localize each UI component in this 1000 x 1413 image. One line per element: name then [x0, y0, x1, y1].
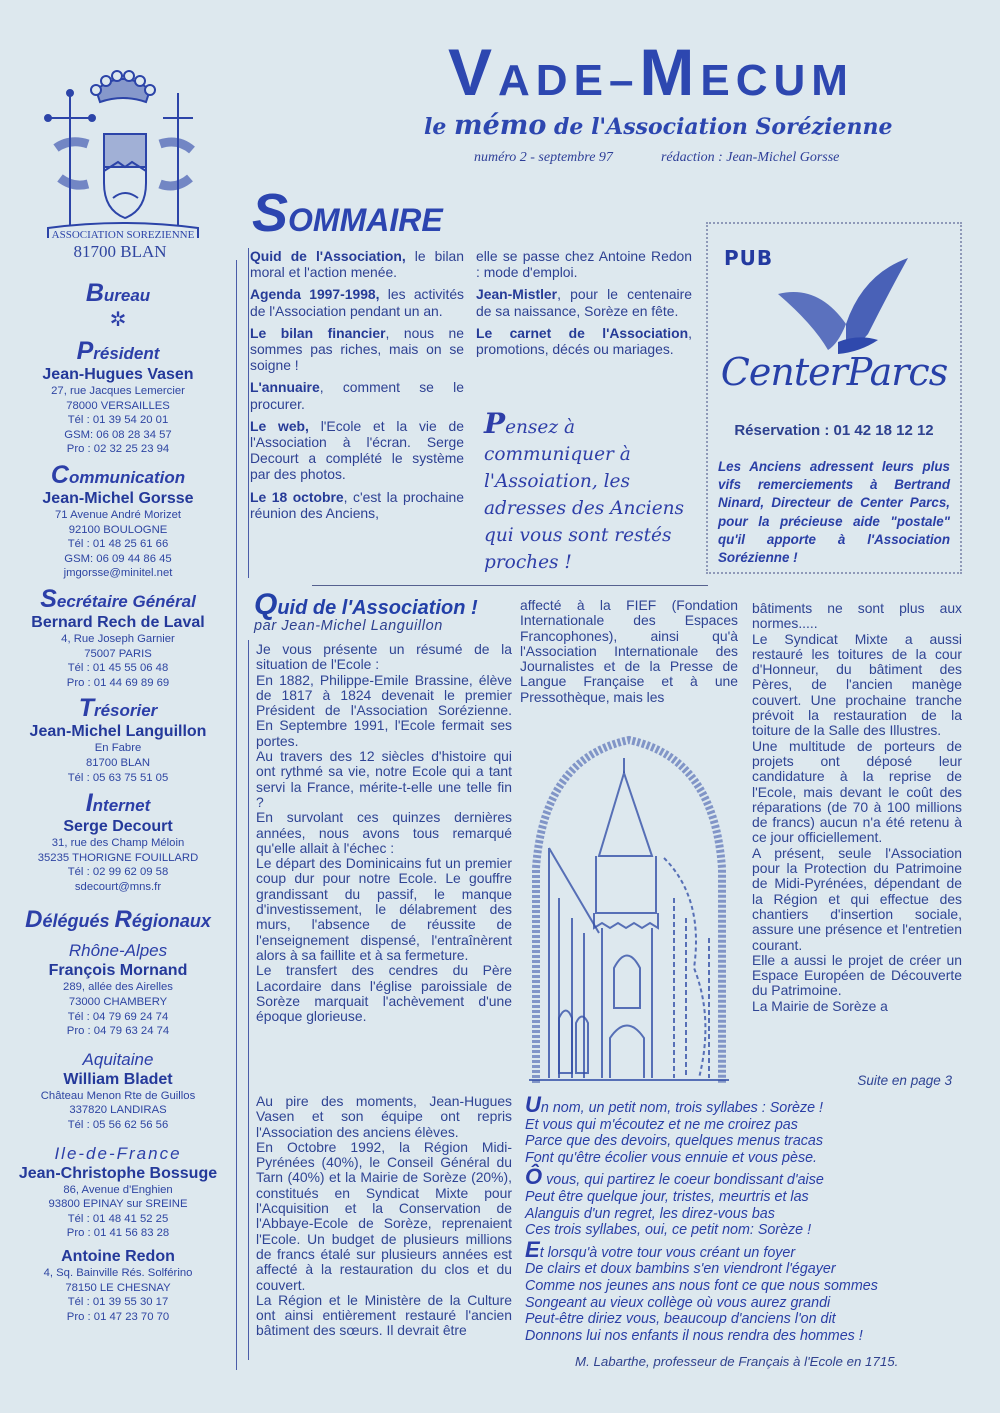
poem: [525, 1092, 975, 1347]
officer-contact-line: Tél : 02 99 62 09 58: [67, 866, 169, 879]
sommaire-heading: [252, 182, 443, 244]
poem-drop-cap: Ô: [525, 1164, 543, 1190]
delegates-heading-initial-1: D: [25, 906, 43, 934]
officer-role-rest: résorier: [93, 701, 158, 721]
officer-contact-line: 71 Avenue André Morizet: [54, 508, 182, 521]
sommaire-item-topic: Quid de l'Association,: [250, 248, 406, 264]
article-byline: par Jean-Michel Languillon: [254, 618, 443, 634]
sidebar-divider: [236, 260, 237, 1370]
officer-role-initial: C: [50, 460, 69, 489]
sommaire-item: [250, 489, 464, 521]
sommaire-item-topic: Le bilan financier: [250, 324, 386, 341]
officer-role: [0, 789, 236, 818]
delegate-contact-line: 337820 LANDIRAS: [69, 1104, 167, 1117]
sommaire-item: [476, 286, 692, 318]
issue-number: numéro 2 - septembre 97: [474, 150, 613, 165]
delegates-list: [0, 940, 236, 1324]
crest-city: 81700 BLAN: [73, 242, 167, 261]
officer-contact-line: En Fabre: [94, 742, 142, 755]
sidebar-contacts: [0, 279, 236, 1324]
officer-role: [0, 337, 236, 365]
officer-contact-line: jmgorsse@minitel.net: [63, 567, 173, 580]
officer-contact-line: Tél : 05 63 75 51 05: [67, 771, 169, 784]
delegate-contact-line: Pro : 04 79 63 24 74: [66, 1025, 170, 1038]
handwritten-note: [484, 407, 694, 576]
poem-author: M. Labarthe, professeur de Français à l'Ecole en 1715.: [575, 1354, 899, 1369]
issue-line: [474, 150, 974, 166]
officer-contact-line: 27, rue Jacques Lemercier: [51, 385, 185, 397]
article-paragraph: En 1882, Philippe-Emile Brassine, élève de 1817 à 1824 devenait le premier Président de l'Association Sorézienne. En Septembre 1991, l'Ecole fermait ses portes.: [256, 671, 512, 749]
article-paragraph: Une multitude de porteurs de projets ont déposé leur candidature à la reprise de l'Ecole, mais devant le coût des réparations (de 70 à 100 millions de francs) aucun n'a été retenu à ce jour officiellement.: [752, 737, 962, 846]
sommaire-item: [250, 379, 464, 411]
poem-line: Parce que des devoirs, quelques menus tracas: [525, 1133, 824, 1150]
poem-line: Et vous qui m'écoutez et ne me croirez pas: [525, 1116, 798, 1133]
advertisement-box: [706, 222, 962, 574]
sommaire-item-desc: l'Ecole et la vie de l'Association à l'écran. Serge Decourt a complété le système par des photos.: [250, 417, 464, 483]
delegate-contact-line: 73000 CHAMBERY: [68, 996, 168, 1009]
poem-stanza: [525, 1164, 975, 1239]
officer-name: Serge Decourt: [63, 818, 173, 836]
officer-contact-line: 35235 THORIGNE FOUILLARD: [37, 851, 199, 864]
delegate-contact-line: 4, Sq. Bainville Rés. Solférino: [43, 1267, 193, 1279]
continued-notice: Suite en page 3: [857, 1073, 952, 1088]
sommaire-item: [250, 418, 464, 483]
officer-name: Jean-Michel Languillon: [29, 723, 207, 741]
poem-first-line-text: vous, qui partirez le coeur bondissant d'aise: [542, 1172, 824, 1189]
article-paragraph: Le transfert des cendres du Père Lacordaire dans l'église paroissiale de Sorèze marquait l'achèvement d'une époque glorieuse.: [256, 962, 512, 1025]
officer-contact-line: 92100 BOULOGNE: [68, 523, 168, 536]
article-paragraph: Elle a aussi le projet de créer un Espace Européen de Découverte du Patrimoine.: [752, 951, 962, 999]
poem-line: [525, 1164, 975, 1190]
poem-first-line-text: t lorsqu'à votre tour vous créant un foyer: [539, 1244, 796, 1261]
sommaire-item-desc: , nous ne sommes pas riches, mais on se soigne !: [250, 324, 464, 374]
sommaire-heading-initial: S: [252, 183, 289, 243]
sommaire-item-topic: L'annuaire: [250, 379, 320, 396]
poem-line: Font qu'être écolier vous ennuie et vous pèse.: [525, 1149, 818, 1166]
poem-drop-cap: U: [525, 1092, 541, 1117]
article-title: [254, 588, 478, 622]
officer-block: [0, 789, 236, 894]
article-paragraph: Je vous présente un résumé de la situation de l'Ecole :: [256, 641, 512, 673]
sommaire-item-desc: , pour le centenaire de sa naissance, Sorèze en fête.: [476, 286, 692, 319]
poem-line: [525, 1236, 975, 1262]
sommaire-item-desc: le bilan moral et l'action menée.: [250, 248, 464, 281]
article-top-rule: [312, 585, 708, 586]
officer-contact-line: 78000 VERSAILLES: [66, 399, 170, 412]
officer-contact-line: Tél : 01 48 25 61 66: [67, 538, 169, 551]
officer-contact-line: sdecourt@mns.fr: [74, 880, 162, 893]
sommaire-heading-rest: OMMAIRE: [288, 202, 443, 238]
sommaire-item: [250, 286, 464, 318]
sommaire-item: [476, 325, 692, 357]
officer-role-rest: ommunication: [68, 467, 186, 487]
poem-drop-cap: E: [525, 1236, 540, 1262]
title-ade: ADE: [498, 56, 609, 105]
delegate-contact-line: 93800 EPINAY sur SREINE: [48, 1198, 188, 1211]
delegate-contact-line: 289, allée des Airelles: [63, 981, 173, 994]
poem-line: Ces trois syllabes, oui, ce petit nom: Sorèze !: [525, 1222, 812, 1239]
sommaire-item: [476, 248, 692, 280]
association-crest-logo: [18, 38, 228, 238]
sommaire-item: [250, 325, 464, 374]
article-title-rest: uid de l'Association !: [277, 597, 478, 619]
poem-first-line-text: n nom, un petit nom, trois syllabes : Sorèze !: [540, 1100, 823, 1116]
delegate-name: François Mornand: [48, 962, 188, 980]
poem-line: [525, 1092, 975, 1117]
article-column-1-continued: [256, 1094, 512, 1339]
sommaire-right-column: [476, 248, 692, 363]
poem-line: Songeant au vieux collège où vous aurez grandi: [525, 1294, 831, 1311]
note-initial: P: [484, 407, 506, 440]
article-paragraph: Au pire des moments, Jean-Hugues Vasen et son équipe ont repris l'Association des anciens élèves.: [256, 1093, 512, 1140]
officer-role-initial: I: [85, 789, 93, 818]
officer-contact-line: 31, rue des Champ Méloin: [51, 837, 185, 850]
article-paragraph: La Mairie de Sorèze a: [752, 997, 888, 1014]
abbey-tower-illustration: [524, 718, 734, 1088]
delegates-heading: [0, 908, 236, 933]
article-title-initial: Q: [254, 588, 278, 621]
article-column-1: [256, 642, 512, 1024]
delegate-contact-line: 86, Avenue d'Enghien: [63, 1183, 173, 1196]
sommaire-item-desc: les activités de l'Association pendant un an.: [250, 286, 465, 319]
article-column-3: [752, 601, 962, 1014]
delegate-name: Antoine Redon: [61, 1248, 175, 1265]
subtitle-association: de l'Association Sorézienne: [554, 114, 893, 140]
delegate-contact-line: Tél : 01 48 41 52 25: [67, 1212, 169, 1225]
officer-block: [0, 460, 236, 581]
poem-line: De clairs et doux bambins s'en viendront l'égayer: [525, 1261, 836, 1278]
pub-thanks-text: Les Anciens adressent leurs plus vifs remerciements à Bertrand Ninard, Directeur de Center Parcs, pour la précieuse aide "postale" qu'il apporte à l'Association Sorézienne !: [718, 459, 950, 566]
delegates-heading-rest-2: égionaux: [131, 911, 211, 932]
article-divider: [248, 640, 249, 1360]
delegate-contact-line: 78150 LE CHESNAY: [65, 1281, 171, 1294]
officer-contact-line: 4, Rue Joseph Garnier: [61, 632, 175, 645]
delegate-contact-line: Tél : 05 56 62 56 56: [67, 1119, 169, 1132]
subtitle-memo: mémo: [454, 110, 547, 141]
officer-role-rest: ecrétaire Général: [56, 591, 196, 611]
article-paragraph: bâtiments ne sont plus aux normes.....: [752, 600, 962, 632]
editor-credit: rédaction : Jean-Michel Gorsse: [660, 150, 840, 165]
newsletter-title: [448, 34, 958, 114]
article-paragraph: Au travers des 12 siècles d'histoire qui ont rythmé sa vie, notre Ecole qui a tant servi la France, mérite-t-elle une telle fin ?: [256, 748, 512, 810]
article-paragraph: affecté à la FIEF (Fondation Internationale des Espaces Francophones), ainsi qu'à l'Association Internationale des Journalistes et de la Presse de Langue Française et à une Pressothèque, mais les: [520, 597, 738, 705]
title-ecum: ECUM: [700, 56, 854, 105]
poem-line: Peut être quelque jour, tristes, meurtris et las: [525, 1188, 809, 1205]
officer-contact-line: Pro : 02 32 25 23 94: [66, 443, 170, 456]
article-column-2: [520, 598, 738, 705]
delegate-contact-line: Pro : 01 41 56 83 28: [66, 1227, 170, 1240]
officer-contact-line: Tél : 01 45 55 06 48: [67, 662, 169, 675]
delegate-region: Rhône-Alpes: [68, 941, 168, 961]
article-paragraph: Le départ des Dominicains fut un premier coup dur pour notre Ecole. Le gouffre grandissant du passif, le manque d'investissement, le délabrement des murs, l'absence de réussite de l'enseignement dispensé, l'entraînèrent alors à sa faillite et à sa fermeture.: [256, 855, 512, 963]
officer-contact-line: Tél : 01 39 54 20 01: [67, 414, 169, 427]
officer-role-initial: T: [78, 694, 94, 723]
officer-role: [0, 460, 236, 489]
delegate-name: William Bladet: [63, 1070, 173, 1088]
sommaire-item-topic: Le web,: [250, 417, 309, 434]
sommaire-item-desc: , c'est la prochaine réunion des Anciens,: [250, 488, 464, 521]
bureau-heading-initial: B: [85, 279, 104, 307]
officer-contact-line: GSM: 06 09 44 86 45: [64, 552, 172, 565]
newsletter-subtitle: [424, 110, 984, 141]
sommaire-item: [250, 248, 464, 280]
poem-line: Alanguis d'un regret, les direz-vous bas: [525, 1205, 775, 1222]
officer-role: [0, 584, 236, 613]
delegate-region: Ile-de-France: [54, 1143, 182, 1163]
article-paragraph: A présent, seule l'Association pour la Protection du Patrimoine de Midi-Pyrénées, dépendant de la Région et qui effectue des chantiers d'insertion sociale, assure une présence et l'entretien courant.: [752, 844, 962, 953]
crest-ribbon-text: ASSOCIATION SOREZIENNE: [51, 229, 195, 238]
asterisk-ornament-icon: ✲: [109, 309, 127, 331]
officers-list: [0, 337, 236, 894]
delegate-block: [0, 1247, 236, 1324]
subtitle-le: le: [424, 114, 447, 140]
sommaire-item-topic: Agenda 1997-1998,: [250, 286, 380, 303]
poem-line: Comme nos jeunes ans nous font ce que nous sommes: [525, 1277, 878, 1294]
officer-name: Bernard Rech de Laval: [31, 613, 205, 631]
sommaire-divider: [248, 248, 249, 578]
reservation-phone: Réservation : 01 42 18 12 12: [734, 422, 934, 439]
officer-role-initial: P: [76, 337, 94, 365]
officer-contact-line: 75007 PARIS: [84, 647, 152, 660]
delegate-block: [0, 940, 236, 1038]
article-paragraph: La Région et le Ministère de la Culture ont ainsi entièrement restauré l'ancien bâtiment des sœurs. Il devrait être: [256, 1291, 512, 1339]
officer-block: [0, 337, 236, 457]
poem-line: Donnons lui nos enfants il nous rendra des hommes !: [525, 1327, 863, 1344]
sommaire-item-topic: Jean-Mistler: [476, 286, 558, 303]
title-dash: –: [608, 56, 640, 105]
sommaire-item-desc: , promotions, décés ou mariages.: [476, 324, 692, 358]
sommaire-item-desc: , comment se le procurer.: [250, 379, 464, 412]
officer-contact-line: GSM: 06 08 28 34 57: [64, 428, 172, 441]
poem-line: Peut-être diriez vous, beaucoup d'anciens l'on dit: [525, 1311, 836, 1328]
delegate-region: Aquitaine: [82, 1049, 154, 1069]
article-paragraph: En Octobre 1992, la Région Midi-Pyrénées (40%), le Conseil Général du Tarn (40%) et la Mairie de Sorèze (20%), constitués en Syndicat Mixte pour l'Acquisition et la Conservation de l'Abbaye-Ecole de Sorèze, reprenaient l'Ecole. Un budget de plusieurs millions de francs étalé sur plusieurs années est affecté à la restauration du clos et du couvert.: [256, 1138, 512, 1293]
officer-contact-line: 81700 BLAN: [85, 756, 151, 769]
delegates-heading-initial-2: R: [114, 906, 132, 934]
note-text: ensez à communiquer à l'Assoiation, les adresses des Anciens qui vous sont restés proches !: [484, 417, 685, 573]
delegate-block: [0, 1143, 236, 1241]
delegate-contact-line: Tél : 04 79 69 24 74: [67, 1010, 169, 1023]
delegate-contact-line: Tél : 01 39 55 30 17: [67, 1296, 169, 1309]
bureau-heading-rest: ureau: [103, 286, 151, 305]
officer-role: [0, 694, 236, 723]
officer-role-rest: nternet: [92, 796, 151, 816]
delegate-name: Jean-Christophe Bossuge: [18, 1164, 218, 1182]
poem-stanza: [525, 1092, 975, 1166]
delegates-heading-rest-1: élégués: [42, 911, 115, 932]
poem-stanza: [525, 1236, 975, 1345]
sommaire-item-topic: Le 18 octobre: [250, 488, 344, 505]
officer-name: Jean-Hugues Vasen: [42, 366, 194, 383]
officer-role-rest: résident: [93, 344, 160, 363]
officer-role-initial: S: [40, 584, 57, 613]
title-initial-m: M: [639, 35, 701, 109]
bird-logo-icon: [768, 254, 918, 364]
sommaire-item-topic: Le carnet de l'Association: [476, 324, 689, 341]
bureau-heading: [0, 279, 236, 307]
officer-name: Jean-Michel Gorsse: [42, 489, 194, 507]
sommaire-item-desc: elle se passe chez Antoine Redon : mode d'emploi.: [476, 248, 692, 281]
article-paragraph: Le Syndicat Mixte a aussi restauré les toitures de la cour d'Honneur, du bâtiment des Pères, de l'ancien manège couvert. Une prochaine tranche prévoit la restauration de la toiture de la Salle des Illustres.: [752, 630, 962, 739]
delegate-contact-line: Château Menon Rte de Guillos: [40, 1089, 196, 1102]
delegate-block: [0, 1049, 236, 1133]
centerparcs-brand: CenterParcs: [720, 350, 948, 394]
sommaire-left-column: [250, 248, 464, 527]
officer-contact-line: Pro : 01 44 69 89 69: [66, 676, 170, 689]
article-paragraph: En survolant ces quinzes dernières années, nous avons tous remarqué qu'elle allait à l'échec :: [256, 809, 512, 856]
title-initial-v: V: [448, 35, 499, 109]
officer-block: [0, 694, 236, 785]
pub-label: PUB: [724, 246, 774, 270]
delegate-contact-line: Pro : 01 47 23 70 70: [66, 1310, 170, 1323]
officer-block: [0, 584, 236, 690]
